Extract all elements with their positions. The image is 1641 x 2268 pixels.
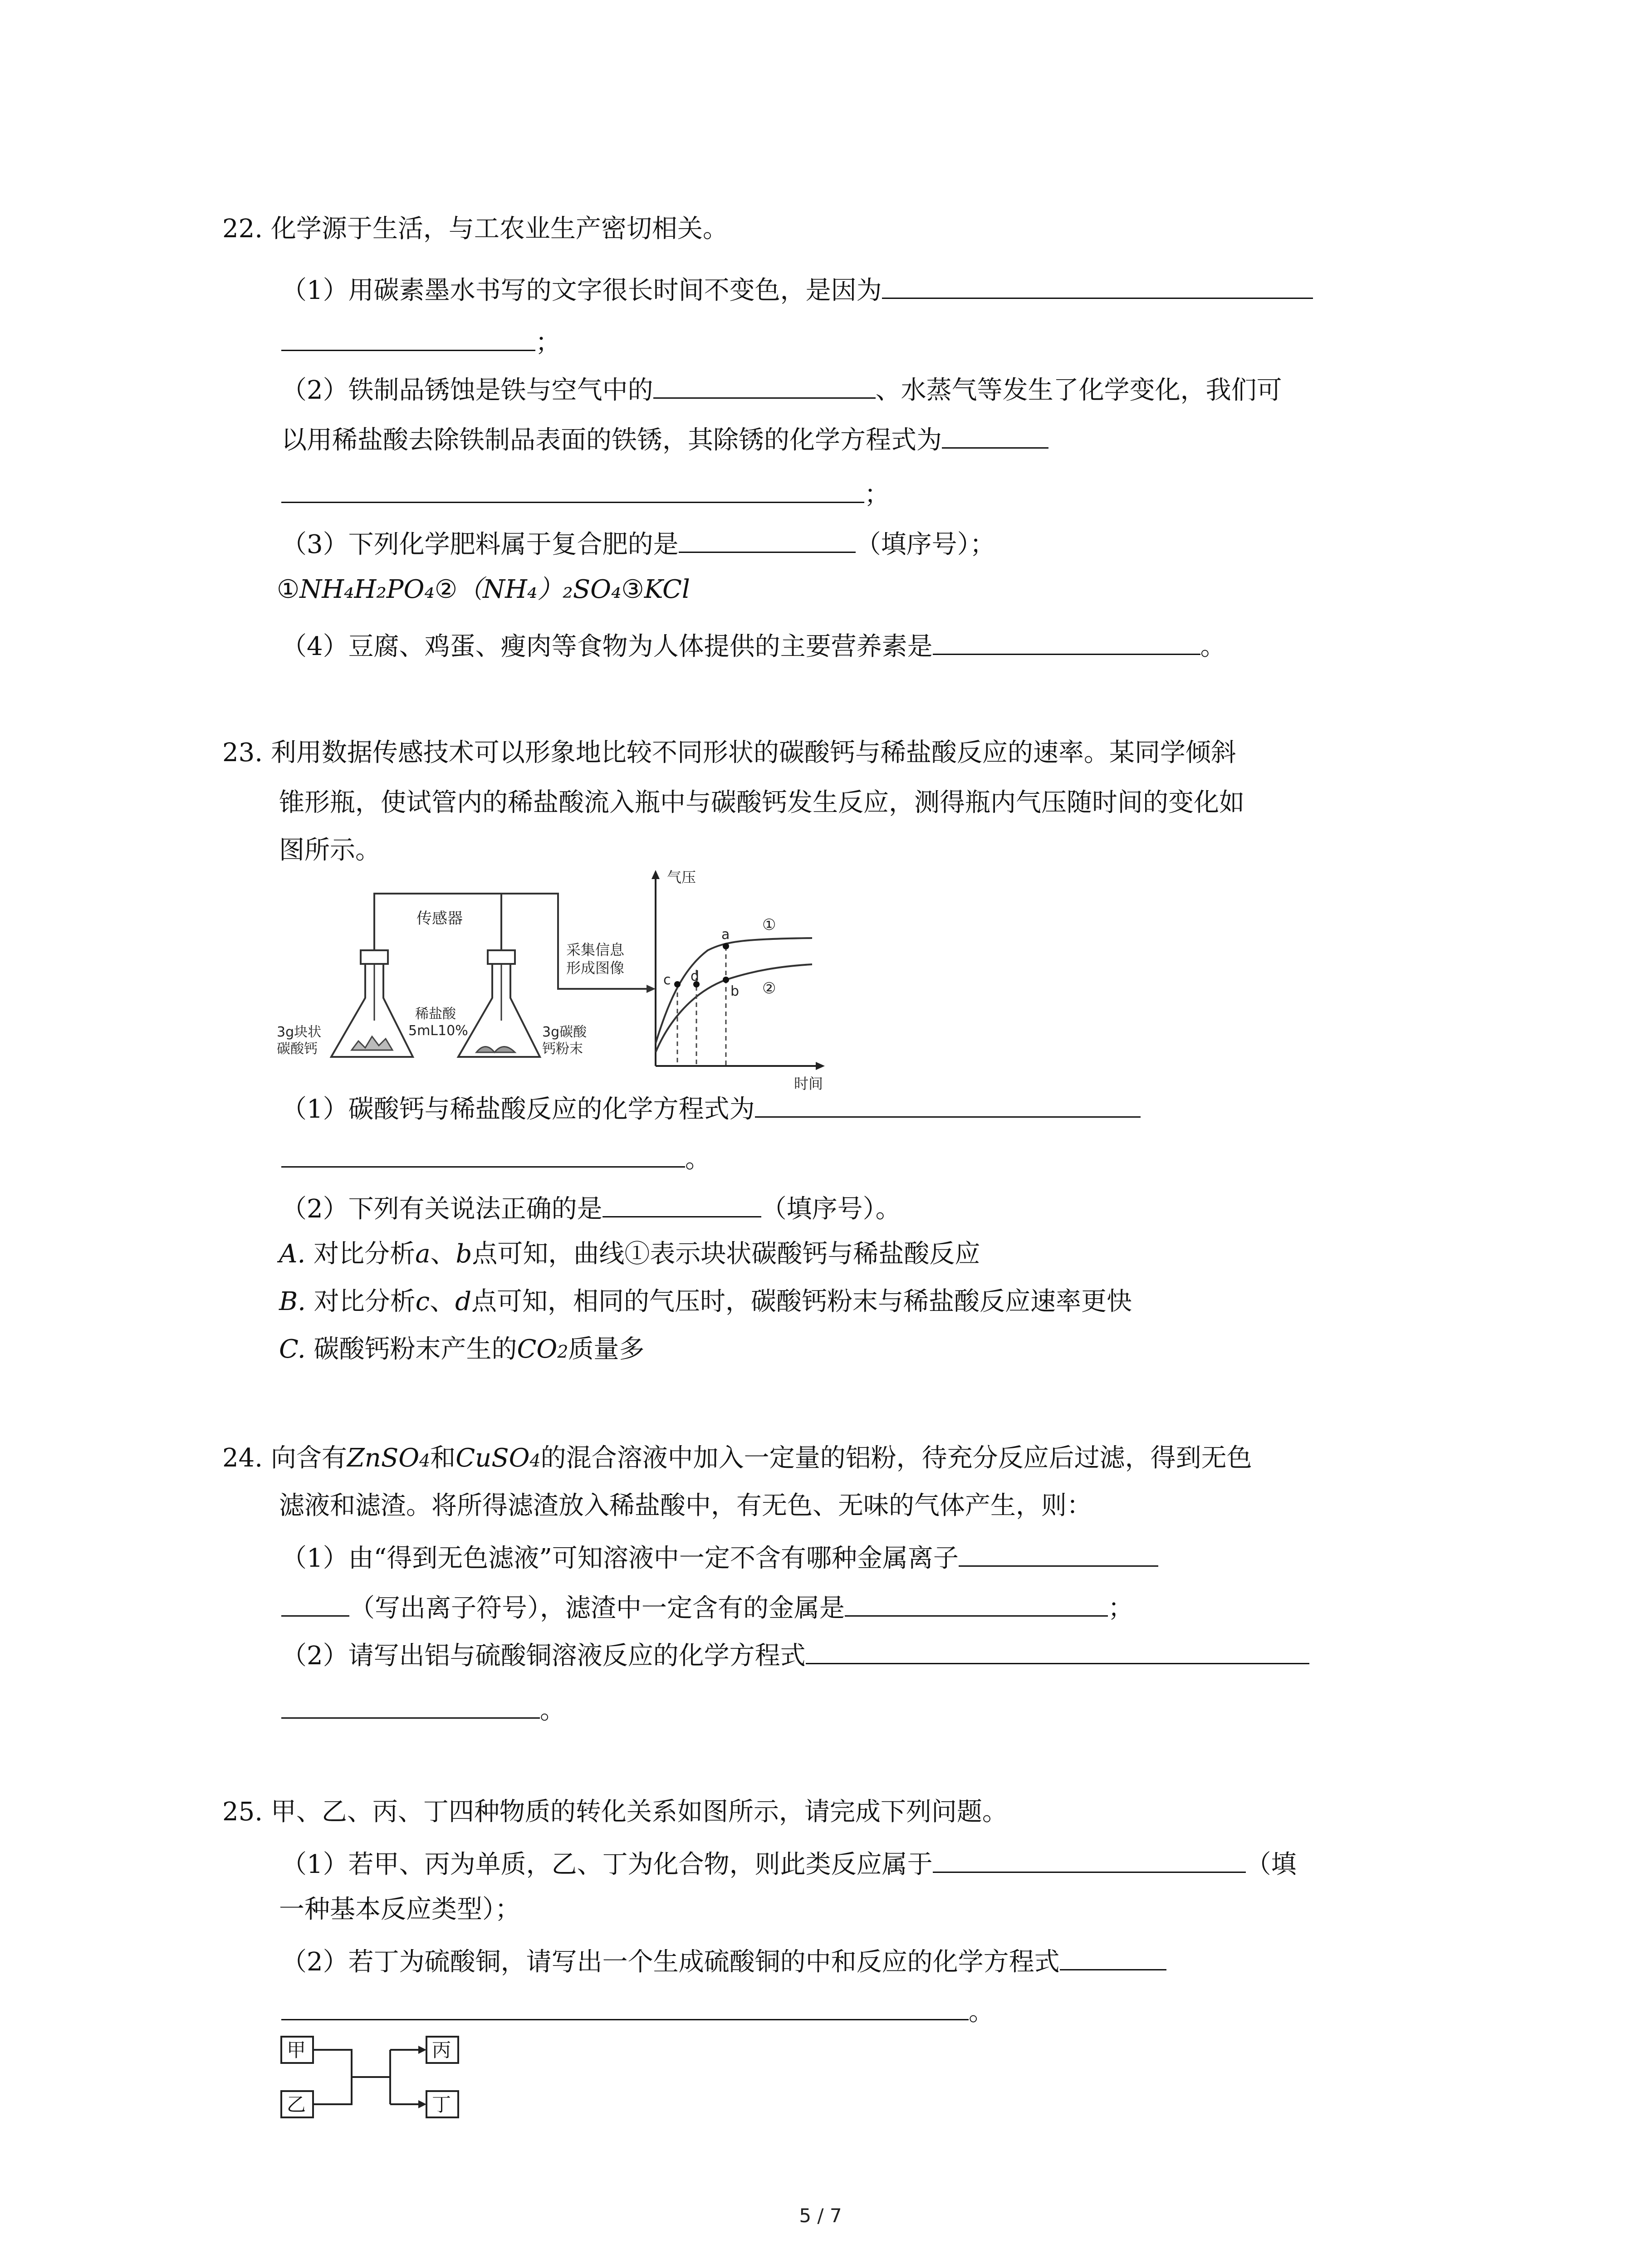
q22-part3-text: （3）下列化学肥料属于复合肥的是 <box>281 530 679 559</box>
acid-label-2: 5mL10% <box>408 1023 468 1039</box>
answer-blank[interactable] <box>653 372 876 399</box>
punct: 。 <box>540 1696 565 1725</box>
text: 对比分析 <box>314 1239 416 1269</box>
left-flask <box>331 950 413 1057</box>
formula-nh4-2so4: （NH₄）₂SO₄ <box>457 575 622 604</box>
collect-label-1: 采集信息 <box>566 941 625 958</box>
subscript: 2 <box>557 1342 568 1362</box>
text: 碳酸钙粉末产生的 <box>314 1334 517 1364</box>
text: （写出离子符号），滤渣中一定含有的金属是 <box>349 1593 845 1623</box>
q22-part1 <box>281 272 1313 307</box>
answer-blank[interactable] <box>959 1540 1158 1567</box>
option-marker: ① <box>277 575 300 604</box>
answer-blank[interactable] <box>933 628 1200 655</box>
q22-part4 <box>281 628 1226 663</box>
arrow-head <box>418 2100 426 2108</box>
box-ding-label: 丁 <box>432 2093 451 2116</box>
q25-part1-text: （1）若甲、丙为单质，乙、丁为化合物，则此类反应属于 <box>281 1850 933 1879</box>
text: 、 <box>430 1287 456 1316</box>
q23-part2-text: （2）下列有关说法正确的是 <box>281 1194 603 1224</box>
option-label: C. <box>279 1334 306 1364</box>
text: 点可知，曲线①表示块状碳酸钙与稀盐酸反应 <box>472 1239 980 1269</box>
q23-option-a <box>279 1238 980 1270</box>
answer-blank[interactable] <box>281 1692 540 1719</box>
point-c-label: c <box>663 972 671 988</box>
var-b: b <box>456 1239 472 1269</box>
q25-part2 <box>281 1944 1166 1978</box>
q25-part1-cont: 一种基本反应类型）； <box>279 1895 520 1924</box>
sensor-label: 传感器 <box>416 909 463 928</box>
punct: ； <box>535 328 561 357</box>
formula-nh4h2po4: NH₄H₂PO₄ <box>299 575 435 604</box>
text: 对比分析 <box>314 1287 416 1316</box>
q24-stem-2: 滤液和滤渣。将所得滤渣放入稀盐酸中，有无色、无味的气体产生，则： <box>279 1491 1092 1520</box>
point-a-label: a <box>721 927 730 943</box>
q23-part2-end: （填序号）。 <box>761 1194 901 1224</box>
answer-blank[interactable] <box>281 1994 969 2020</box>
arrow-head <box>418 2046 426 2054</box>
q24-part2 <box>281 1637 1309 1672</box>
formula-znso4: ZnSO <box>347 1443 420 1473</box>
q23-stem-1: 23. 利用数据传感技术可以形象地比较不同形状的碳酸钙与稀盐酸反应的速率。某同学倾斜 <box>222 738 1236 767</box>
option-marker: ③ <box>621 575 644 604</box>
text: 点可知，相同的气压时，碳酸钙粉末与稀盐酸反应速率更快 <box>471 1287 1132 1316</box>
option-marker: ② <box>434 575 458 604</box>
subscript: 4 <box>419 1451 431 1471</box>
acid-label-1: 稀盐酸 <box>415 1006 456 1022</box>
text: 质量多 <box>568 1334 645 1364</box>
answer-blank[interactable] <box>942 422 1048 449</box>
q25-transformation-diagram <box>277 2032 467 2123</box>
q23-stem-2: 锥形瓶，使试管内的稀盐酸流入瓶中与碳酸钙发生反应，测得瓶内气压随时间的变化如 <box>279 788 1244 817</box>
punct: 。 <box>1200 632 1226 661</box>
q24-part1 <box>281 1540 1158 1574</box>
point-d-label: d <box>691 968 700 984</box>
subscript: 4 <box>529 1451 541 1471</box>
q23-part2 <box>281 1191 901 1225</box>
q23-option-b <box>279 1286 1132 1318</box>
var-a: a <box>415 1239 431 1269</box>
q22-part2-line2 <box>281 422 1048 456</box>
right-flask-label-1: 3g碳酸 <box>542 1024 587 1040</box>
y-axis-label: 气压 <box>667 869 696 886</box>
q24-part1-text: （1）由“得到无色滤液”可知溶液中一定不含有哪种金属离子 <box>281 1544 959 1573</box>
formula-kcl: KCl <box>644 575 690 604</box>
box-yi-label: 乙 <box>287 2093 306 2116</box>
q25-part2-text: （2）若丁为硫酸铜，请写出一个生成硫酸铜的中和反应的化学方程式 <box>281 1947 1060 1977</box>
left-flask-label-2: 碳酸钙 <box>277 1041 318 1057</box>
q24-part2-text: （2）请写出铝与硫酸铜溶液反应的化学方程式 <box>281 1641 806 1671</box>
answer-blank[interactable] <box>281 1590 349 1617</box>
q24-stem-1 <box>222 1442 1252 1476</box>
q22-part4-text: （4）豆腐、鸡蛋、瘦肉等食物为人体提供的主要营养素是 <box>281 632 933 661</box>
q23-part1-text: （1）碳酸钙与稀盐酸反应的化学方程式为 <box>281 1095 755 1124</box>
q22-part3-end: （填序号）； <box>855 530 995 559</box>
answer-blank[interactable] <box>281 476 864 503</box>
q23-part1-cont <box>281 1141 710 1175</box>
point-b-label: b <box>730 983 740 999</box>
q25-part1 <box>281 1846 1297 1881</box>
q23-stem-3: 图所示。 <box>279 836 381 865</box>
answer-blank[interactable] <box>679 526 856 553</box>
text: 和 <box>430 1443 456 1473</box>
collect-label-2: 形成图像 <box>566 959 625 977</box>
curve-2-label: ② <box>762 979 776 997</box>
option-label: B. <box>279 1287 306 1316</box>
option-label: A. <box>279 1239 306 1269</box>
q23-experiment-figure <box>272 857 844 1092</box>
curve-2 <box>656 964 812 1052</box>
q22-stem: 22. 化学源于生活，与工农业生产密切相关。 <box>222 214 728 244</box>
q22-part2-text: （2）铁制品锈蚀是铁与空气中的 <box>281 376 653 405</box>
curve-1-label: ① <box>762 916 776 934</box>
formula-co2: CO <box>517 1334 558 1364</box>
q22-part2-line3 <box>281 476 890 511</box>
punct: ； <box>864 480 890 509</box>
q23-option-c <box>279 1334 644 1368</box>
var-d: d <box>455 1287 471 1316</box>
x-axis-label: 时间 <box>794 1075 823 1092</box>
answer-blank[interactable] <box>755 1091 1141 1118</box>
q24-part2-cont <box>281 1692 565 1726</box>
text: 、 <box>430 1239 456 1269</box>
text: 的混合溶液中加入一定量的铝粉，待充分反应后过滤，得到无色 <box>540 1443 1252 1473</box>
answer-blank[interactable] <box>806 1637 1309 1664</box>
q22-part2-text-c: 以用稀盐酸去除铁制品表面的铁锈，其除锈的化学方程式为 <box>281 425 942 455</box>
arrow-head <box>647 985 656 993</box>
q22-part2 <box>281 372 1282 406</box>
answer-blank[interactable] <box>1060 1944 1166 1970</box>
answer-blank[interactable] <box>933 1846 1246 1873</box>
q22-part1-cont <box>281 324 561 359</box>
q22-part1-text: （1）用碳素墨水书写的文字很长时间不变色，是因为 <box>281 276 882 305</box>
pressure-time-graph <box>652 870 825 1070</box>
var-c: c <box>415 1287 430 1316</box>
answer-blank[interactable] <box>845 1590 1108 1617</box>
q22-fertilizers <box>277 574 690 606</box>
box-bing-label: 丙 <box>432 2039 451 2061</box>
q25-stem: 25. 甲、乙、丙、丁四种物质的转化关系如图所示，请完成下列问题。 <box>222 1797 1008 1827</box>
punct: ； <box>1108 1593 1133 1623</box>
text: 24. 向含有 <box>222 1443 347 1473</box>
answer-blank[interactable] <box>882 272 1313 299</box>
q24-part1-cont <box>281 1590 1133 1624</box>
punct: 。 <box>685 1144 710 1174</box>
answer-blank[interactable] <box>281 324 535 351</box>
formula-cuso4: CuSO <box>456 1443 530 1473</box>
box-jia-label: 甲 <box>287 2039 306 2061</box>
answer-blank[interactable] <box>281 1141 685 1168</box>
page-number: 5 / 7 <box>799 2204 842 2227</box>
q22-part3 <box>281 526 995 561</box>
q25-part2-cont <box>281 1994 994 2028</box>
q23-part1 <box>281 1091 1141 1125</box>
q22-part2-text-b: 、水蒸气等发生了化学变化，我们可 <box>875 376 1282 405</box>
right-flask <box>458 950 540 1057</box>
left-flask-label-1: 3g块状 <box>277 1024 322 1040</box>
text: （填 <box>1245 1850 1297 1879</box>
reactant-bracket <box>313 2050 352 2104</box>
punct: 。 <box>969 1997 994 2027</box>
right-flask-label-2: 钙粉末 <box>542 1041 583 1057</box>
answer-blank[interactable] <box>603 1191 761 1217</box>
